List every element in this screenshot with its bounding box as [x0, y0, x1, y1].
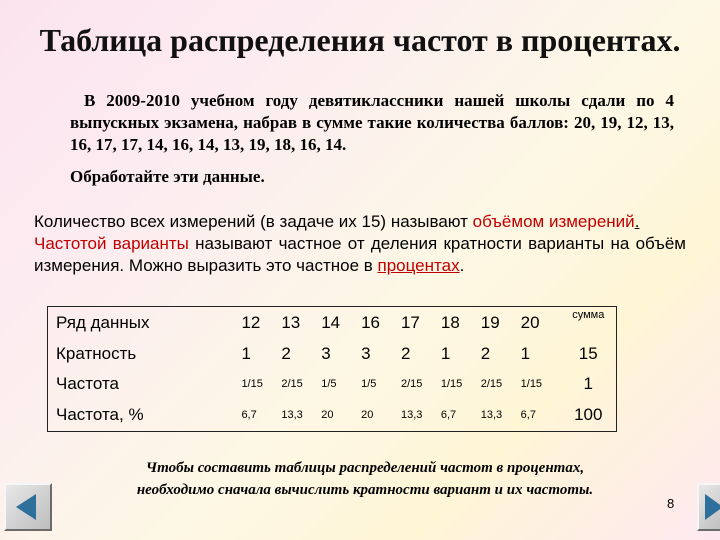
table-cell: 2/15 — [281, 378, 303, 391]
table-cell: 12 — [241, 312, 261, 332]
footer-line: Чтобы составить таблицы распределений частот в процентах, — [145, 460, 585, 476]
table-cell: 1 — [241, 343, 251, 363]
row-label: Ряд данных — [56, 312, 150, 332]
row-label: Частота — [56, 374, 120, 394]
term-frequency: Частотой варианты — [34, 234, 189, 253]
definition-period: . — [634, 212, 640, 231]
table-cell: 1/5 — [321, 378, 337, 391]
sum-cell: 100 — [574, 405, 603, 425]
row-label: Кратность — [56, 343, 137, 363]
table-cell: 6,7 — [440, 409, 457, 422]
sum-cell: 15 — [578, 343, 598, 363]
next-slide-button[interactable] — [697, 483, 720, 531]
table-cell: 1/15 — [241, 378, 263, 391]
sum-header: сумма — [572, 309, 605, 321]
table-cell: 20 — [321, 409, 334, 422]
table-cell: 1 — [440, 343, 451, 363]
table-cell: 3 — [321, 343, 331, 363]
frequency-table — [47, 306, 617, 432]
table-cell: 1/15 — [520, 378, 543, 391]
table-row — [48, 338, 617, 369]
table-cell: 6,7 — [520, 409, 536, 422]
term-volume: объёмом — [472, 212, 545, 231]
term-measurements: измерений — [548, 212, 635, 231]
arrow-left-icon — [12, 491, 44, 523]
intro-paragraph: В 2009-2010 учебном году девятиклассники нашей школы сдали по 4 выпускных экзамена, набрав в сумме такие количества баллов: 20, 19, 12, 13, 16, 17, 17, 14, 16, 14, 13, 19, 18, 16, 14. — [70, 91, 674, 154]
row-label: Частота, % — [56, 405, 144, 425]
table-cell: 19 — [480, 312, 500, 332]
table-cell: 13 — [281, 312, 301, 332]
table-cell: 20 — [520, 312, 540, 332]
table-cell: 1 — [520, 343, 531, 363]
table-cell: 2/15 — [400, 378, 423, 391]
slide-title: Таблица распределения частот в процентах. — [39, 22, 681, 58]
table-cell: 1/15 — [440, 378, 463, 391]
table-cell: 20 — [361, 409, 374, 422]
arrow-right-icon — [705, 491, 720, 523]
table-cell: 2 — [480, 343, 491, 363]
footer-line: необходимо сначала вычислить кратности вариант и их частоты. — [136, 482, 594, 498]
table-row — [48, 307, 617, 339]
table-row — [48, 369, 617, 400]
definition-text — [34, 211, 686, 277]
term-percent: процентах — [377, 256, 460, 275]
table-cell: 13,3 — [480, 409, 503, 422]
definition-part: Количество всех измерений (в задаче их 15) называют — [34, 212, 473, 231]
task-text: Обработайте эти данные. — [70, 167, 265, 186]
definition-period: . — [459, 256, 465, 275]
table-cell: 13,3 — [281, 409, 303, 422]
page-number: 8 — [667, 496, 675, 511]
sum-cell: 1 — [583, 374, 593, 394]
table-cell: 2 — [281, 343, 291, 363]
table-cell: 6,7 — [241, 409, 257, 422]
table-cell: 3 — [361, 343, 371, 363]
footer-note — [70, 457, 660, 501]
table-cell: 2/15 — [480, 378, 503, 391]
table-cell: 17 — [400, 312, 420, 332]
table-cell: 18 — [440, 312, 460, 332]
table-row — [48, 400, 617, 432]
table-cell: 2 — [400, 343, 411, 363]
table-cell: 1/5 — [361, 378, 377, 391]
table-cell: 14 — [321, 312, 341, 332]
table-cell: 16 — [361, 312, 381, 332]
definition-part: называют частное от деления кратности варианты на объём измерения. Можно выразить это частное в — [34, 234, 686, 275]
previous-slide-button[interactable] — [4, 483, 52, 531]
table-cell: 13,3 — [400, 409, 423, 422]
